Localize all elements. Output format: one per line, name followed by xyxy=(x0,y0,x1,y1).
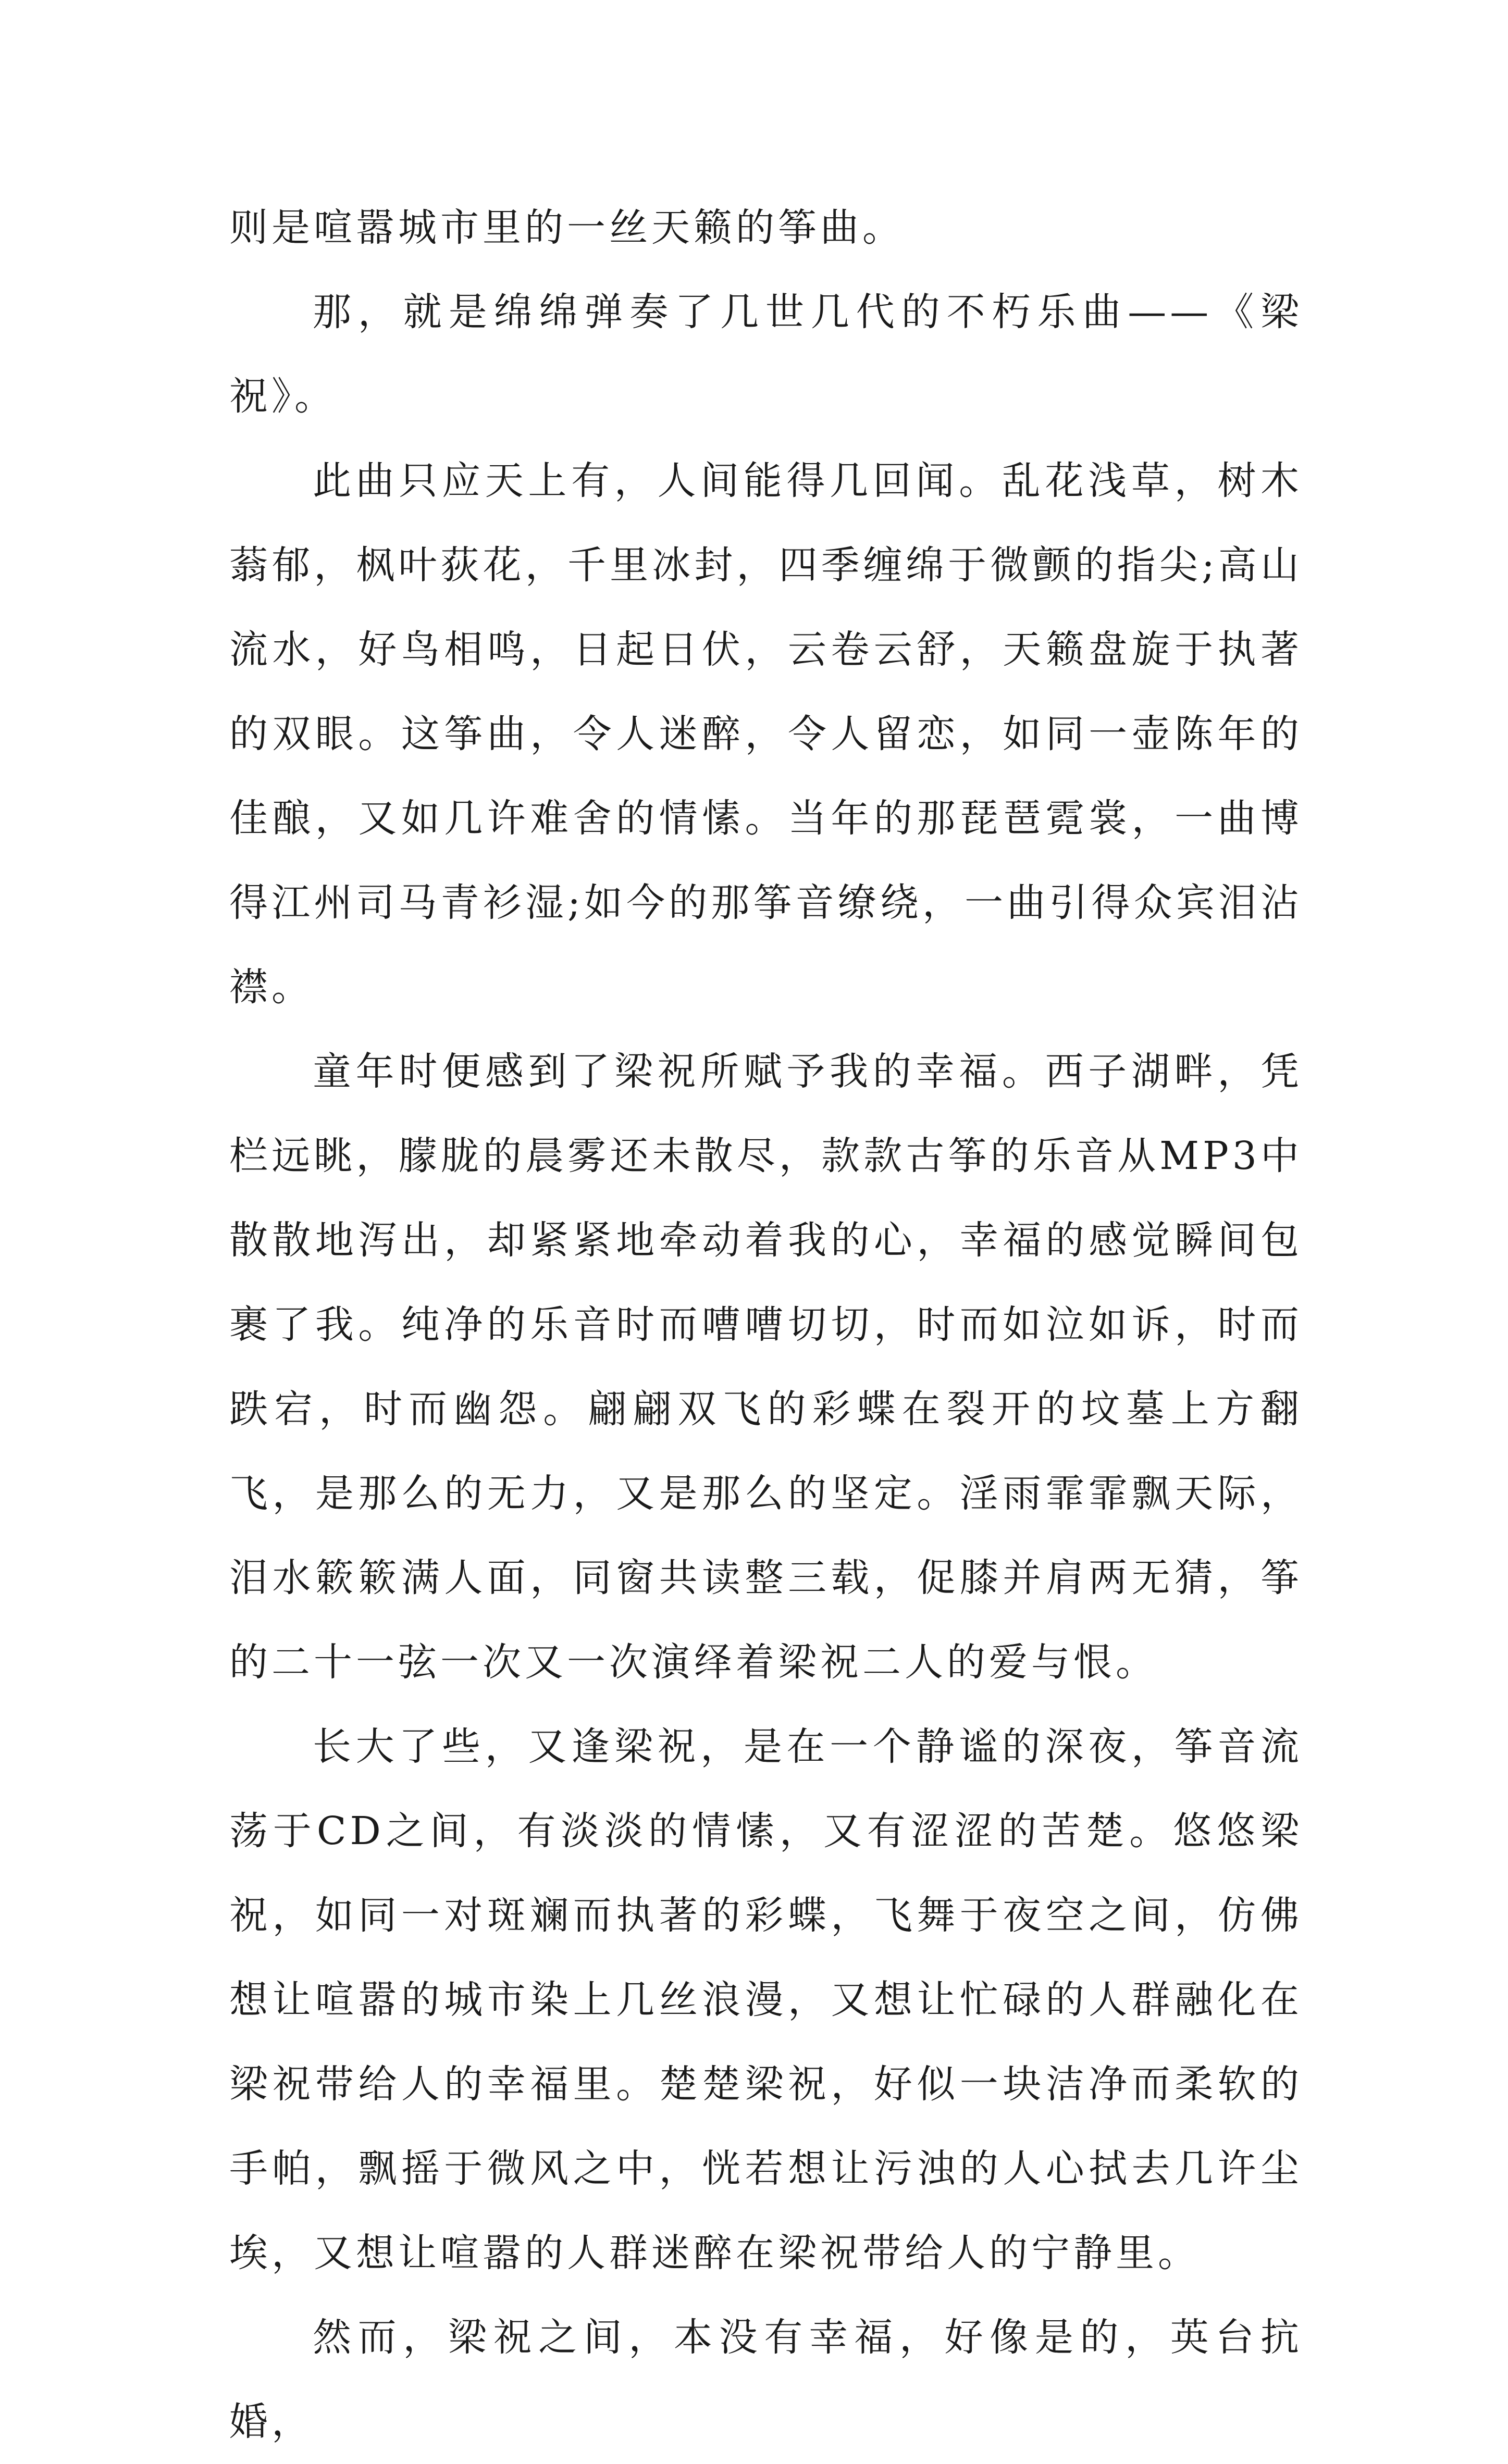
body-text xyxy=(229,185,1303,2464)
paragraph: 然而，梁祝之间，本没有幸福，好像是的，英台抗婚， xyxy=(229,2315,1303,2444)
paragraph: 长大了些，又逢梁祝，是在一个静谧的深夜，筝音流荡于CD之间，有淡淡的情愫，又有涩涩的苦楚。悠悠梁祝，如同一对斑斓而执著的彩蝶，飞舞于夜空之间，仿佛想让喧嚣的城市染上几丝浪漫，又想让忙碌的人群融化在梁祝带给人的幸福里。楚楚梁祝，好似一块洁净而柔软的手帕，飘摇于微风之中，恍若想让污浊的人心拭去几许尘埃，又想让喧嚣的人群迷醉在梁祝带给人的宁静里。 xyxy=(229,1724,1303,2275)
paragraph: 此曲只应天上有，人间能得几回闻。乱花浅草，树木蓊郁，枫叶荻花，千里冰封，四季缠绵于微颤的指尖;高山流水，好鸟相鸣，日起日伏，云卷云舒，天籁盘旋于执著的双眼。这筝曲，令人迷醉，令人留恋，如同一壶陈年的佳酿，又如几许难舍的情愫。当年的那琵琶霓裳，一曲博得江州司马青衫湿;如今的那筝音缭绕，一曲引得众宾泪沾襟。 xyxy=(229,458,1303,1010)
paragraph-title-line: 那，就是绵绵弹奏了几世几代的不朽乐曲——《梁祝》。 xyxy=(229,290,1303,419)
paragraph-continuation: 则是喧嚣城市里的一丝天籁的筝曲。 xyxy=(229,205,905,250)
paragraph: 童年时便感到了梁祝所赋予我的幸福。西子湖畔，凭栏远眺，朦胧的晨雾还未散尽，款款古筝的乐音从MP3中散散地泻出，却紧紧地牵动着我的心，幸福的感觉瞬间包裹了我。纯净的乐音时而嘈嘈切切，时而如泣如诉，时而跌宕，时而幽怨。翩翩双飞的彩蝶在裂开的坟墓上方翻飞，是那么的无力，又是那么的坚定。淫雨霏霏飘天际，泪水簌簌满人面，同窗共读整三载，促膝并肩两无猜，筝的二十一弦一次又一次演绎着梁祝二人的爱与恨。 xyxy=(229,1049,1303,1685)
